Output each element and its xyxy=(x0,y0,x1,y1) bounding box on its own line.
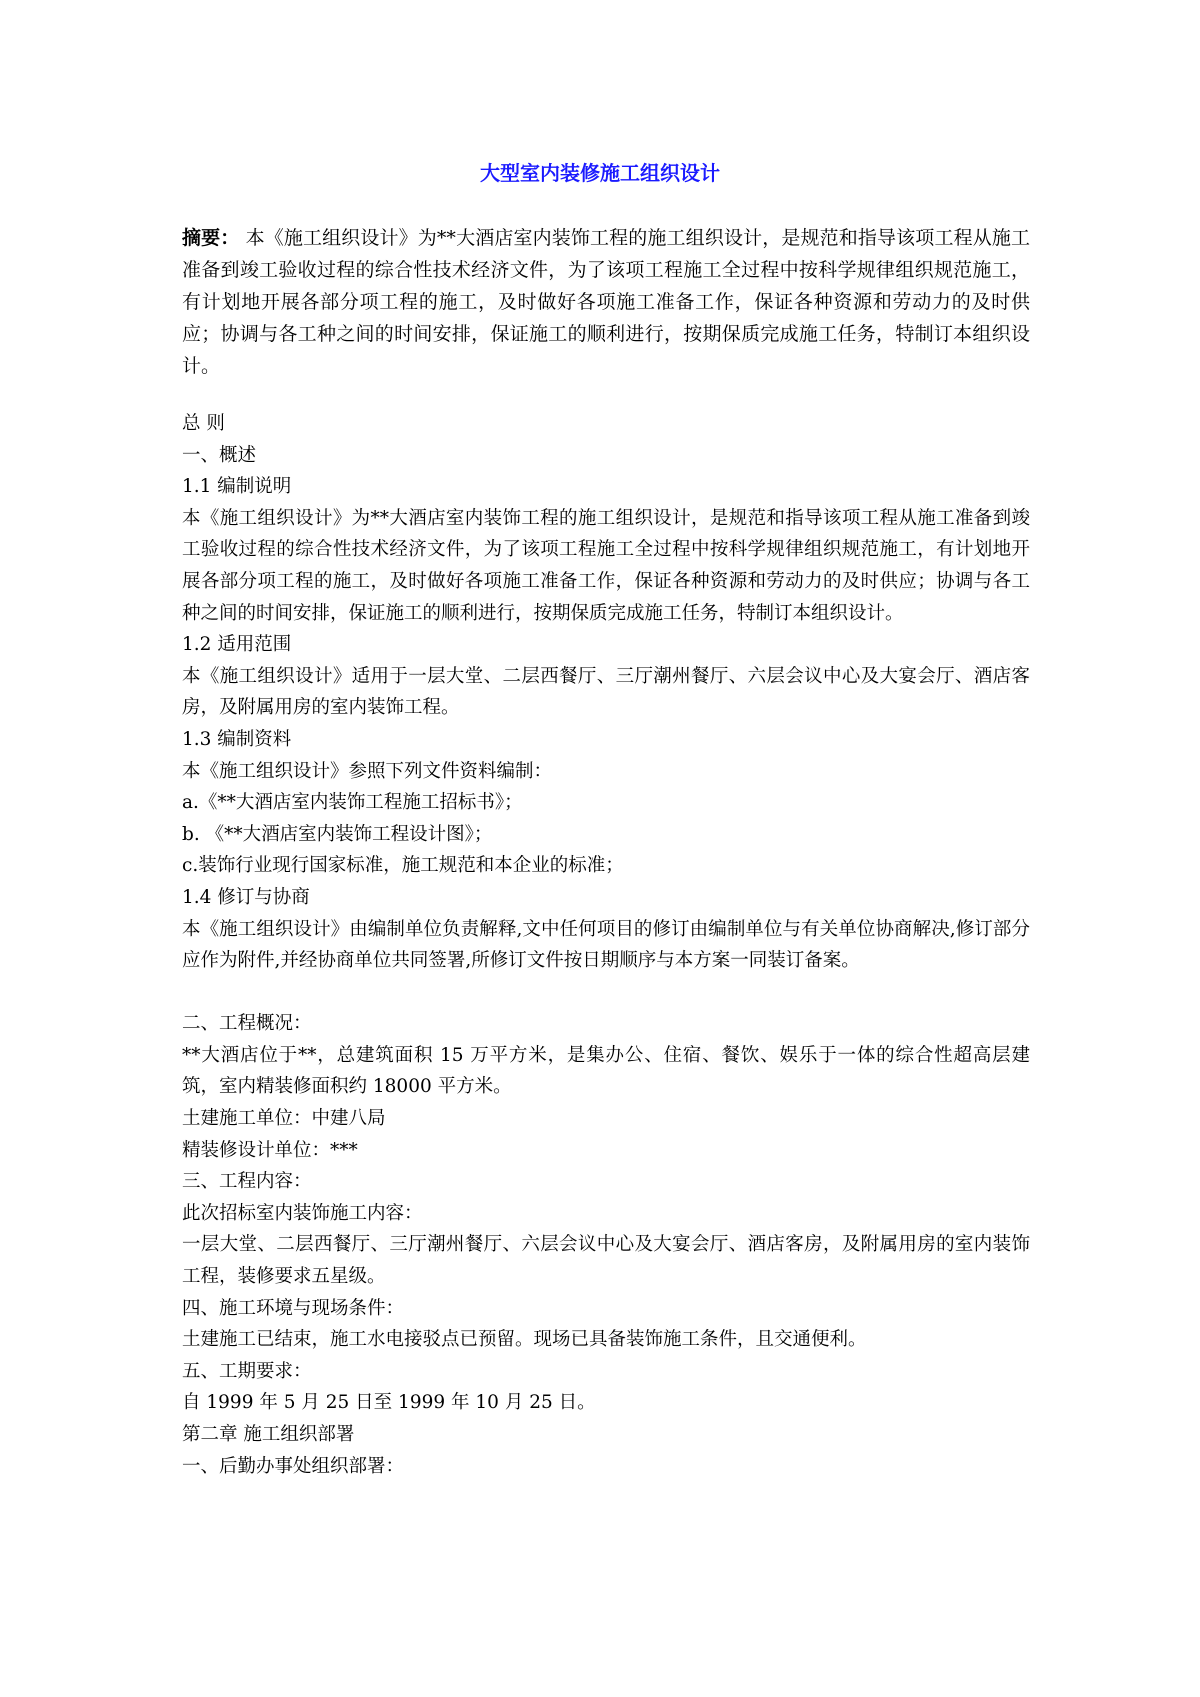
subsection-heading-1-1: 1.1 编制说明 xyxy=(182,476,292,498)
section-heading-project-overview: 二、工程概况： xyxy=(182,1013,312,1035)
subsection-heading-1-4: 1.4 修订与协商 xyxy=(182,886,310,908)
section-heading-schedule: 五、工期要求： xyxy=(182,1360,312,1382)
abstract-paragraph xyxy=(182,222,1030,382)
reference-item-a: a.《**大酒店室内装饰工程施工招标书》； xyxy=(182,792,523,814)
spacer xyxy=(182,977,1030,1009)
subsection-heading-1-3: 1.3 编制资料 xyxy=(182,728,292,750)
document-title: 大型室内装修施工组织设计 xyxy=(480,161,720,185)
paragraph-civil-contractor: 土建施工单位：中建八局 xyxy=(182,1108,386,1130)
paragraph-revision: 本《施工组织设计》由编制单位负责解释,文中任何项目的修订由编制单位与有关单位协商解决,修订部分应作为附件,并经协商单位共同签署,所修订文件按日期顺序与本方案一同装订备案。 xyxy=(182,918,1030,972)
chapter-heading-2: 第二章 施工组织部署 xyxy=(182,1424,355,1445)
abstract-text: 本《施工组织设计》为**大酒店室内装饰工程的施工组织设计，是规范和指导该项工程从施工准备到竣工验收过程的综合性技术经济文件，为了该项工程施工全过程中按科学规律组织规范施工，有计划地开展各部分项工程的施工，及时做好各项施工准备工作，保证各种资源和劳动力的及时供应；协调与各工种之间的时间安排，保证施工的顺利进行，按期保质完成施工任务，特制订本组织设计。 xyxy=(182,227,1030,377)
reference-item-c: c.装饰行业现行国家标准，施工规范和本企业的标准； xyxy=(182,855,624,877)
paragraph-compilation-note: 本《施工组织设计》为**大酒店室内装饰工程的施工组织设计，是规范和指导该项工程从施工准备到竣工验收过程的综合性技术经济文件，为了该项工程施工全过程中按科学规律组织规范施工，有计划地开展各部分项工程的施工，及时做好各项施工准备工作，保证各种资源和劳动力的及时供应；协调与各工种之间的时间安排，保证施工的顺利进行，按期保质完成施工任务，特制订本组织设计。 xyxy=(182,507,1030,624)
reference-item-b: b. 《**大酒店室内装饰工程设计图》； xyxy=(182,823,493,845)
paragraph-design-unit: 精装修设计单位：*** xyxy=(182,1139,358,1161)
section-heading-overview: 一、概述 xyxy=(182,444,257,466)
paragraph-site-conditions: 土建施工已结束，施工水电接驳点已预留。现场已具备装饰施工条件，且交通便利。 xyxy=(182,1329,867,1351)
abstract-label: 摘要： xyxy=(182,227,240,249)
paragraph-references-intro: 本《施工组织设计》参照下列文件资料编制： xyxy=(182,760,553,782)
paragraph-tender-content: 一层大堂、二层西餐厅、三厅潮州餐厅、六层会议中心及大宴会厅、酒店客房，及附属用房的室内装饰工程，装修要求五星级。 xyxy=(182,1234,1030,1288)
section-heading-logistics: 一、后勤办事处组织部署： xyxy=(182,1455,405,1477)
paragraph-schedule: 自 1999 年 5 月 25 日至 1999 年 10 月 25 日。 xyxy=(182,1392,596,1414)
section-heading-general: 总 则 xyxy=(182,413,225,434)
paragraph-scope: 本《施工组织设计》适用于一层大堂、二层西餐厅、三厅潮州餐厅、六层会议中心及大宴会厅、酒店客房，及附属用房的室内装饰工程。 xyxy=(182,665,1030,719)
section-heading-project-content: 三、工程内容： xyxy=(182,1171,312,1193)
document-body xyxy=(182,408,1030,1482)
section-heading-site-conditions: 四、施工环境与现场条件： xyxy=(182,1297,405,1319)
subsection-heading-1-2: 1.2 适用范围 xyxy=(182,634,292,656)
paragraph-project-overview: **大酒店位于**，总建筑面积 15 万平方米，是集办公、住宿、餐饮、娱乐于一体的综合性超高层建筑，室内精装修面积约 18000 平方米。 xyxy=(182,1044,1030,1098)
paragraph-tender-content-intro: 此次招标室内装饰施工内容： xyxy=(182,1202,423,1224)
